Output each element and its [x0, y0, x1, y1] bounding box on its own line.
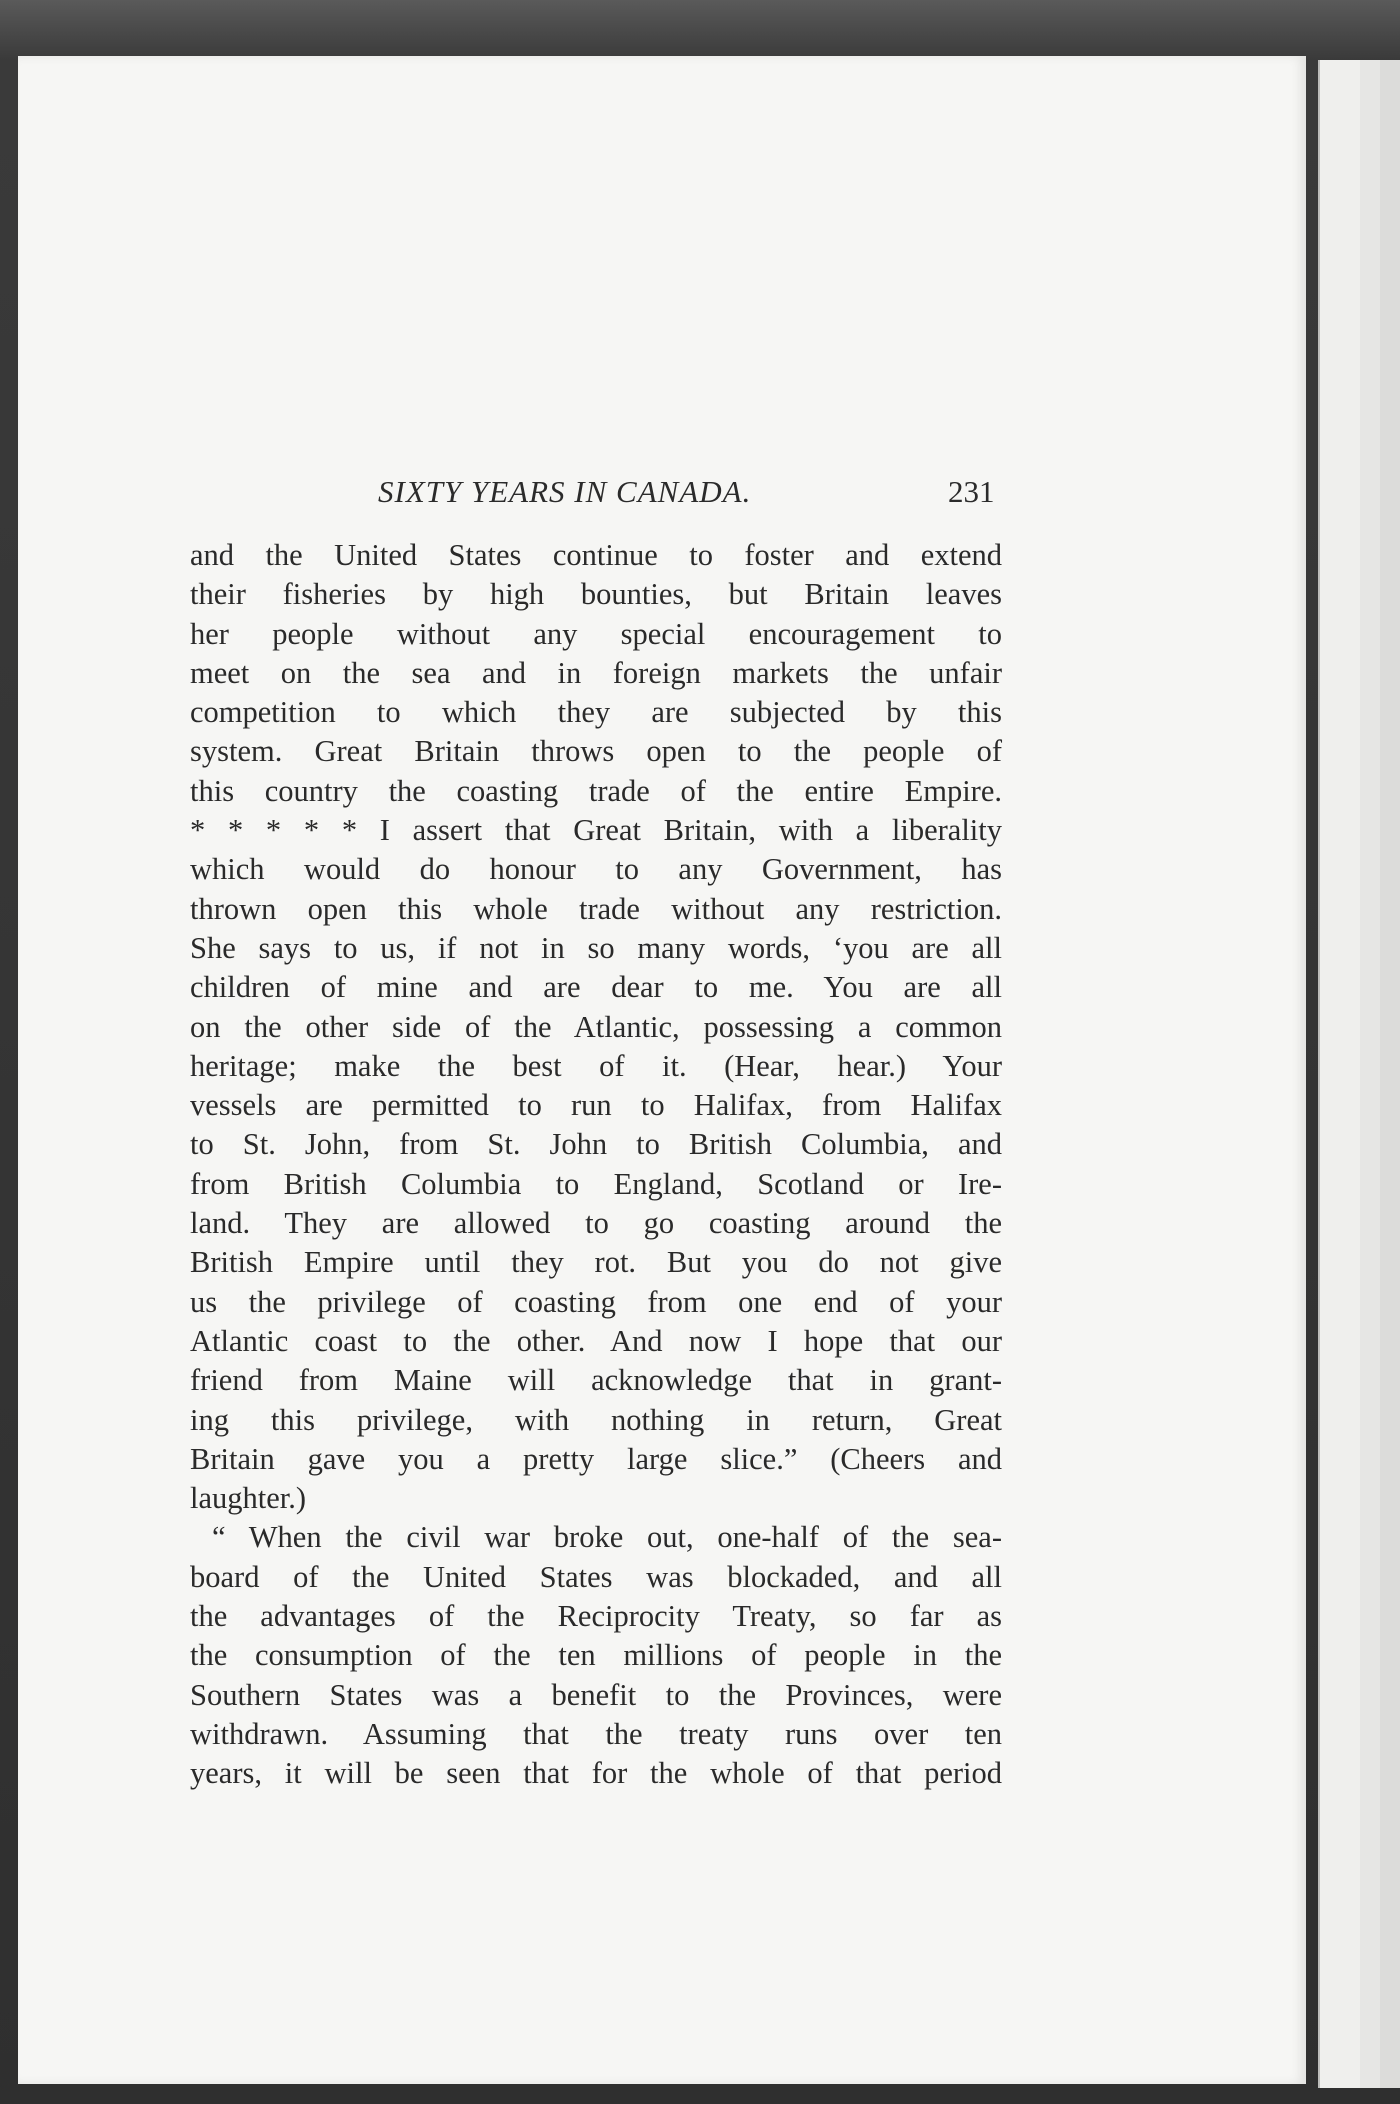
page-edge: [1318, 60, 1360, 2088]
page-header: [18, 474, 1306, 534]
text-line: and the United States continue to foster and extend: [190, 538, 1002, 572]
text-line: children of mine and are dear to me. You are all: [190, 970, 1002, 1005]
text-line: vessels are permitted to run to Halifax, from Halifax: [190, 1088, 1002, 1123]
text-line: the advantages of the Reciprocity Treaty, so far as: [190, 1599, 1002, 1634]
text-line: She says to us, if not in so many words, ‘you are all: [190, 930, 1002, 965]
text-line: us the privilege of coasting from one end of your: [190, 1284, 1002, 1319]
text-line: heritage; make the best of it. (Hear, hear.) Your: [190, 1048, 1002, 1083]
text-line: her people without any special encouragement to: [190, 616, 1002, 651]
book-page: [18, 56, 1306, 2084]
text-line: competition to which they are subjected by this: [190, 695, 1002, 730]
running-title: SIXTY YEARS IN CANADA.: [378, 474, 752, 509]
text-line: withdrawn. Assuming that the treaty runs over ten: [190, 1716, 1002, 1751]
text-line: friend from Maine will acknowledge that in grant-: [190, 1363, 1002, 1398]
text-line: British Empire until they rot. But you do not give: [190, 1245, 1002, 1280]
text-line: Atlantic coast to the other. And now I hope that our: [190, 1323, 1002, 1358]
text-line: board of the United States was blockaded, and all: [190, 1559, 1002, 1594]
text-line: laughter.): [190, 1481, 307, 1516]
text-line: which would do honour to any Government, has: [190, 852, 1002, 887]
text-line: * * * * * I assert that Great Britain, with a liberality: [190, 813, 1002, 848]
body-text: [190, 536, 1002, 1794]
text-line: system. Great Britain throws open to the people of: [190, 734, 1002, 769]
text-line: land. They are allowed to go coasting around the: [190, 1206, 1002, 1241]
text-line: on the other side of the Atlantic, possessing a common: [190, 1009, 1002, 1044]
text-line: from British Columbia to England, Scotland or Ire-: [190, 1166, 1002, 1201]
text-line: Britain gave you a pretty large slice.” (Cheers and: [190, 1441, 1002, 1476]
text-line: years, it will be seen that for the whole of that period: [190, 1756, 1002, 1791]
text-line: this country the coasting trade of the entire Empire.: [190, 773, 1002, 808]
text-line: the consumption of the ten millions of people in the: [190, 1638, 1002, 1673]
page-number: 231: [948, 474, 995, 509]
text-line: their fisheries by high bounties, but Britain leaves: [190, 577, 1002, 612]
text-line: Southern States was a benefit to the Provinces, were: [190, 1677, 1002, 1712]
text-line: meet on the sea and in foreign markets the unfair: [190, 655, 1002, 690]
text-line: thrown open this whole trade without any restriction.: [190, 891, 1002, 926]
text-line: to St. John, from St. John to British Columbia, and: [190, 1127, 1002, 1162]
text-line: “ When the civil war broke out, one-half of the sea-: [212, 1520, 1002, 1555]
text-line: ing this privilege, with nothing in return, Great: [190, 1402, 1002, 1437]
